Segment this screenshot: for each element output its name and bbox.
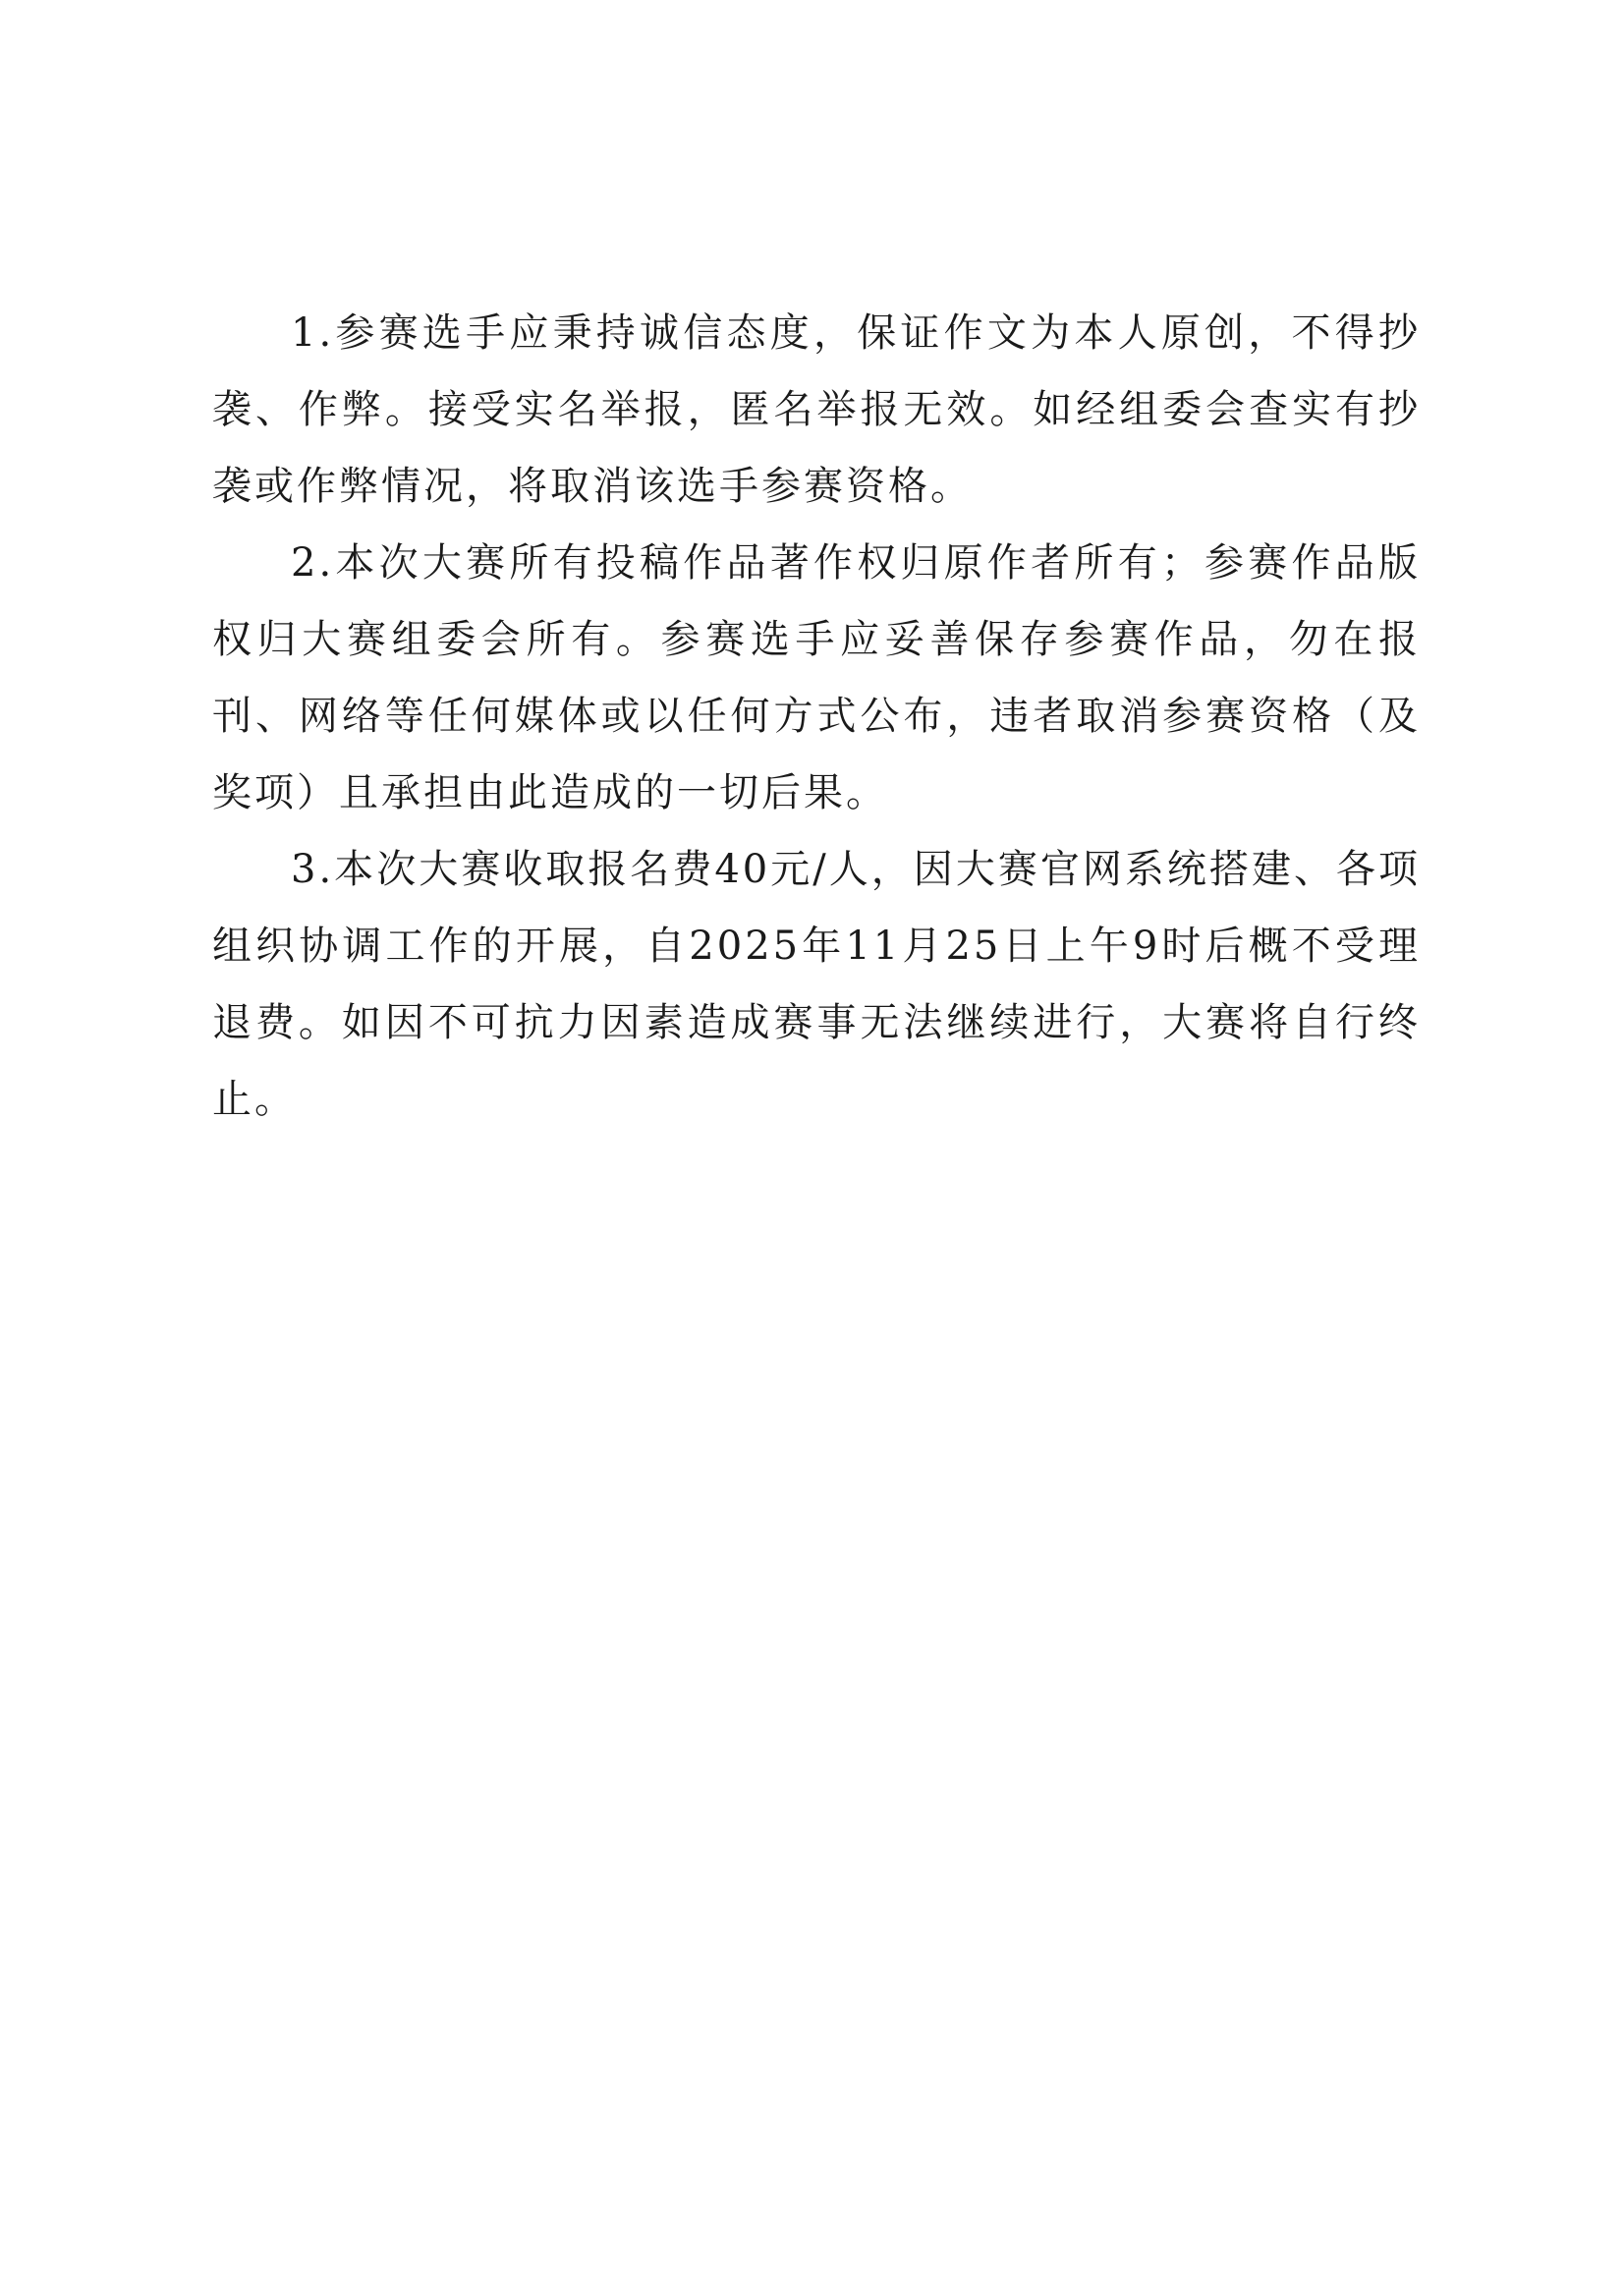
rule-paragraph-1: 1.参赛选手应秉持诚信态度，保证作文为本人原创，不得抄袭、作弊。接受实名举报，匿名举报无效。如经组委会查实有抄袭或作弊情况，将取消该选手参赛资格。 [212,310,1421,509]
rule-paragraph-3: 3.本次大赛收取报名费40元/人，因大赛官网系统搭建、各项组织协调工作的开展，自2025年11月25日上午9时后概不受理退费。如因不可抗力因素造成赛事无法继续进行，大赛将自行终止。 [212,847,1421,1122]
document-body [212,295,1421,1138]
rule-paragraph-2: 2.本次大赛所有投稿作品著作权归原作者所有；参赛作品版权归大赛组委会所有。参赛选手应妥善保存参赛作品，勿在报刊、网络等任何媒体或以任何方式公布，违者取消参赛资格（及奖项）且承担由此造成的一切后果。 [212,540,1421,815]
